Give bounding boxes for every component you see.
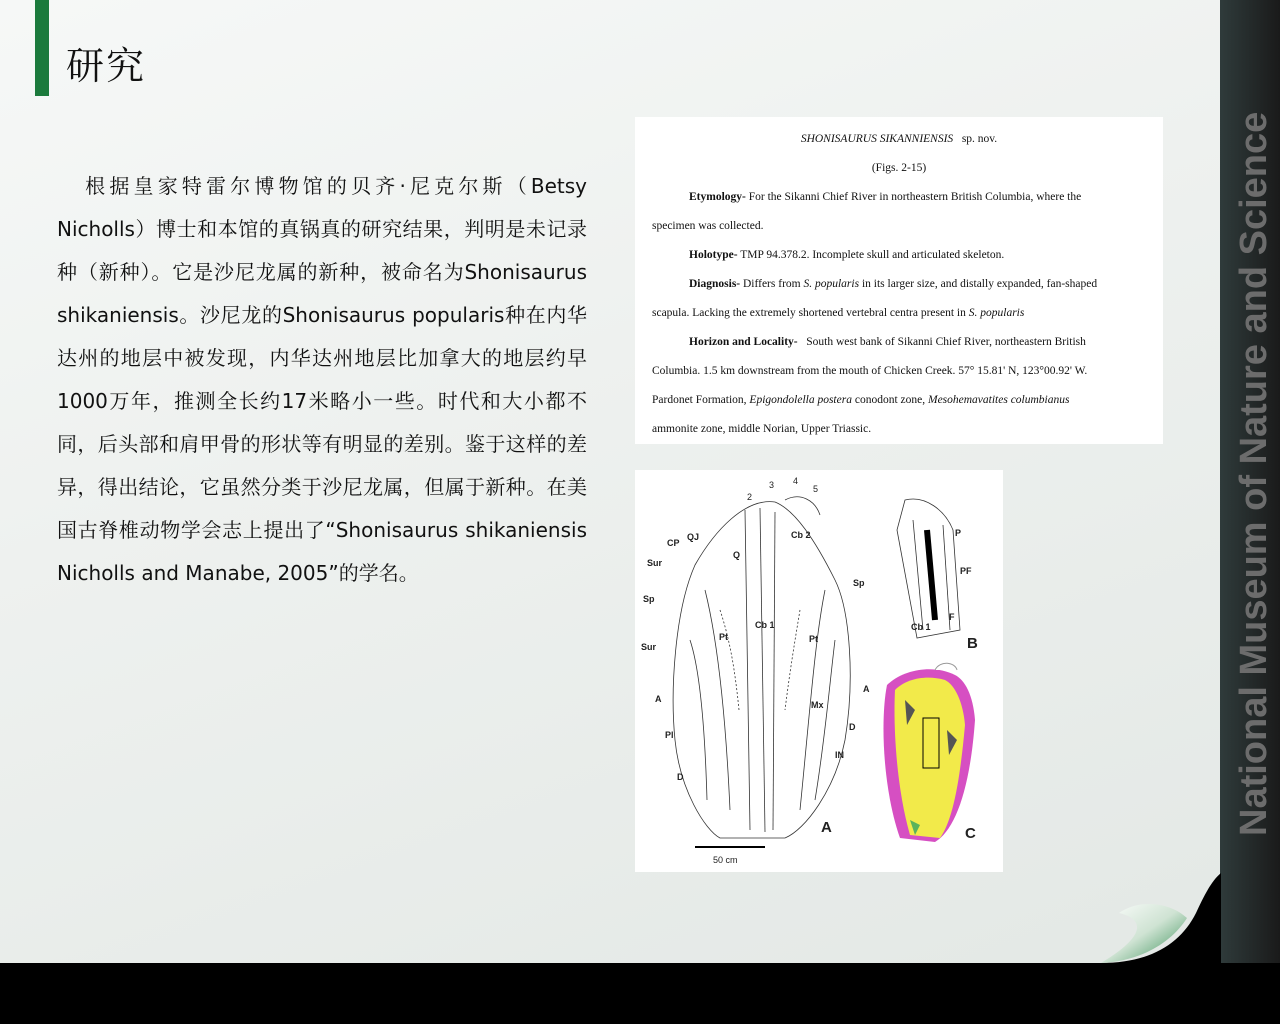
side-text-vertical: [1220, 0, 1280, 840]
label-sp1: Sp: [853, 578, 865, 588]
label-panel-b: B: [967, 635, 978, 652]
doc-etymology-line2: specimen was collected.: [652, 220, 764, 232]
doc-horizon-line2: Columbia. 1.5 km downstream from the mouth of Chicken Creek. 57° 15.81' N, 123°00.92' W.: [652, 365, 1088, 377]
label-cp: CP: [667, 538, 680, 548]
horizon-text3b: Epigondolella postera: [749, 394, 852, 406]
horizon-label: Horizon and Locality-: [689, 336, 798, 348]
bottom-black-bar: [0, 963, 1280, 1024]
body-text: 根据皇家特雷尔博物馆的贝齐·尼克尔斯（Betsy Nicholls）博士和本馆的真锅真的研究结果，判明是未记录种（新种）。它是沙尼龙属的新种，被命名为Shonisaurus shikaniensis。沙尼龙的Shonisaurus popularis种在内华达州的地层中被发现，内华达州地层比加拿大的地层约早1000万年，推测全长约17米略小一些。时代和大小都不同，后头部和肩甲骨的形状等有明显的差别。鉴于这样的差异，得出结论，它虽然分类于沙尼龙属，但属于新种。在美国古脊椎动物学会志上提出了“Shonisaurus shikaniensis Nicholls and Manabe, 2005”的学名。: [57, 174, 587, 585]
etymology-label: Etymology-: [689, 191, 746, 203]
doc-diagnosis-line2: [652, 307, 1153, 319]
doc-holotype-line: [689, 249, 1153, 261]
label-pt1: Pt: [719, 632, 728, 642]
doc-heading: [635, 133, 1163, 145]
etymology-text1: For the Sikanni Chief River in northeastern British Columbia, where the: [748, 191, 1082, 203]
label-d1: D: [849, 722, 856, 732]
label-sur2: Sur: [641, 642, 657, 652]
doc-heading-name: SHONISAURUS SIKANNIENSIS: [800, 133, 954, 145]
label-cb1b: Cb 1: [911, 622, 931, 632]
label-cb1: Cb 1: [755, 620, 775, 630]
doc-diagnosis-line1: [689, 278, 1153, 290]
doc-etymology-line1: [689, 191, 1153, 203]
page-title: 研究: [66, 44, 147, 88]
label-a2: A: [863, 684, 870, 694]
diagnosis-text2a: scapula. Lacking the extremely shortened vertebral centra present in: [652, 307, 966, 319]
panel-a-skull: [673, 497, 850, 838]
label-in: IN: [835, 750, 844, 760]
label-sp2: Sp: [643, 594, 655, 604]
label-f: F: [949, 612, 955, 622]
label-d2: D: [677, 772, 684, 782]
label-a1: A: [655, 694, 662, 704]
species-description-scan: [635, 117, 1163, 444]
label-n4: 4: [793, 476, 799, 486]
doc-horizon-line3: [652, 394, 1153, 406]
label-qj: QJ: [687, 532, 700, 542]
title-accent-bar: [35, 0, 49, 96]
label-pf: PF: [960, 566, 972, 576]
label-cb2: Cb 2: [791, 530, 811, 540]
label-sur1: Sur: [647, 558, 663, 568]
label-n5: 5: [813, 484, 819, 494]
horizon-text3c: conodont zone,: [854, 394, 926, 406]
diagnosis-text1c: in its larger size, and distally expanded, fan-shaped: [861, 278, 1098, 290]
doc-horizon-line4: ammonite zone, middle Norian, Upper Triassic.: [652, 423, 872, 435]
diagnosis-text2b: S. popularis: [968, 307, 1025, 319]
horizon-text3a: Pardonet Formation,: [652, 394, 747, 406]
skull-drawing: [635, 470, 1003, 872]
doc-figs: (Figs. 2-15): [871, 162, 927, 174]
label-pt2: Pt: [809, 634, 818, 644]
page-curl-corner: [1101, 873, 1221, 963]
horizon-text1: South west bank of Sikanni Chief River, northeastern British: [806, 336, 1086, 348]
label-pl: Pl: [665, 730, 674, 740]
museum-name: National Museum of Nature and Science: [1233, 111, 1275, 836]
diagnosis-text1b: S. popularis: [803, 278, 860, 290]
panel-c-colored: [883, 663, 975, 842]
body-paragraph: [57, 165, 587, 595]
label-n2: 2: [747, 492, 753, 502]
holotype-text: TMP 94.378.2. Incomplete skull and articulated skeleton.: [740, 249, 1005, 261]
skull-illustration: [635, 470, 1003, 872]
label-p: P: [955, 528, 962, 538]
diagnosis-text1a: Differs from: [743, 278, 801, 290]
label-q: Q: [733, 550, 741, 560]
horizon-text3d: Mesohemavatites columbianus: [927, 394, 1070, 406]
holotype-label: Holotype-: [689, 249, 738, 261]
label-panel-a: A: [821, 819, 832, 836]
label-n3: 3: [769, 480, 775, 490]
doc-heading-suffix: sp. nov.: [961, 133, 998, 145]
label-mx: Mx: [811, 700, 824, 710]
label-panel-c: C: [965, 825, 976, 842]
doc-horizon-line1: [689, 336, 1153, 348]
scale-label: 50 cm: [713, 855, 738, 865]
diagnosis-label: Diagnosis-: [689, 278, 741, 290]
